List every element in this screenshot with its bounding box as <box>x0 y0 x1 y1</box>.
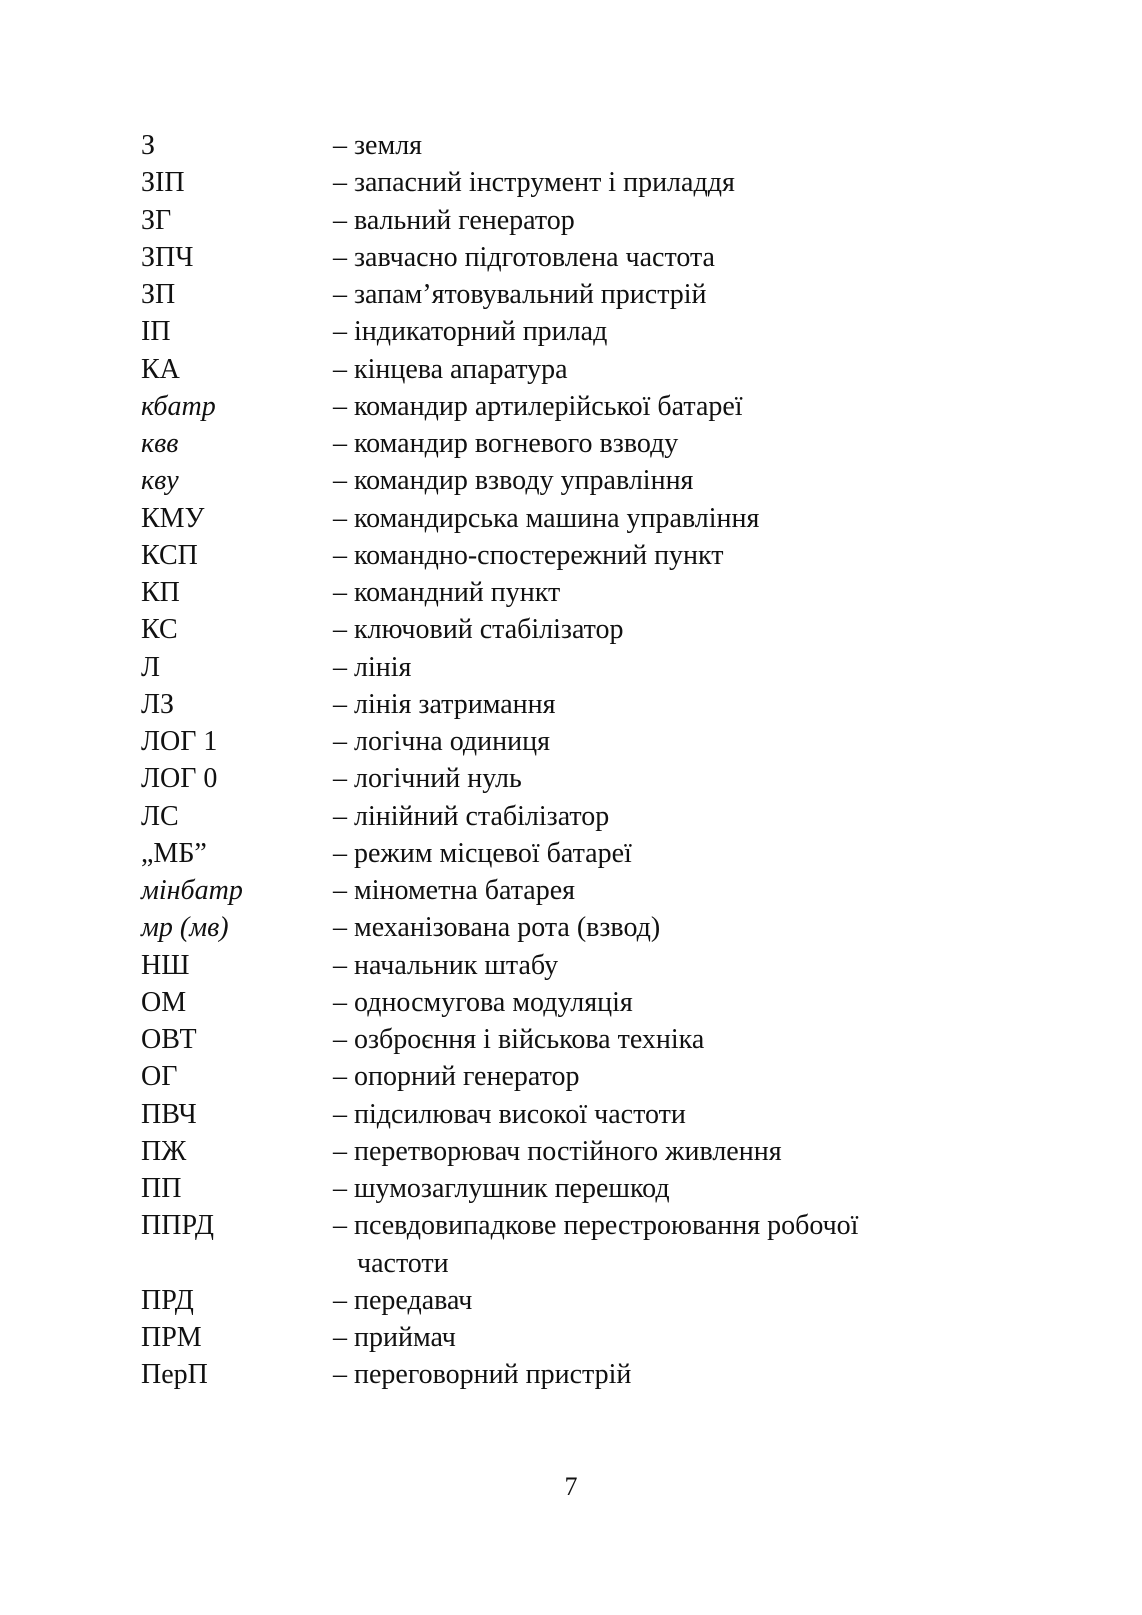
definition: – режим місцевої батареї <box>333 837 632 869</box>
abbreviation-entry <box>141 500 1021 537</box>
definition: – лінія затримання <box>333 688 556 720</box>
definition: – приймач <box>333 1322 456 1353</box>
definition: – кінцева апаратура <box>333 353 568 385</box>
abbreviation: квв <box>141 428 179 459</box>
abbreviation-entry <box>141 351 1021 388</box>
abbreviation-entry <box>141 909 1021 946</box>
abbreviation: ПерП <box>141 1359 208 1391</box>
abbreviation-entry <box>141 537 1021 574</box>
abbreviation: кву <box>141 465 179 497</box>
abbreviation: ІП <box>141 316 171 348</box>
definition: – підсилювач високої частоти <box>333 1098 686 1130</box>
definition: – лінійний стабілізатор <box>333 800 610 832</box>
page-number: 7 <box>564 1472 578 1501</box>
definition: – завчасно підготовлена частота <box>333 241 715 273</box>
abbreviation: ОГ <box>141 1061 178 1093</box>
definition: – псевдовипадкове перестроювання робочої <box>333 1210 859 1242</box>
abbreviation: ЛС <box>141 800 179 832</box>
abbreviation-entry <box>141 649 1021 686</box>
abbreviation-entry <box>141 1021 1021 1058</box>
definition-continuation: частоти <box>357 1247 449 1279</box>
abbreviation: КСП <box>141 539 198 571</box>
definition: – ключовий стабілізатор <box>333 614 624 646</box>
abbreviation-entry <box>141 1133 1021 1170</box>
abbreviation: ППРД <box>141 1210 215 1242</box>
definition: – командний пункт <box>333 577 561 608</box>
definition: – переговорний пристрій <box>333 1359 632 1391</box>
abbreviation: ЛОГ 0 <box>141 763 218 795</box>
definition: – шумозаглушник перешкод <box>333 1173 670 1204</box>
abbreviation-entry <box>141 276 1021 313</box>
abbreviation: ЛЗ <box>141 688 175 720</box>
abbreviation: ОВТ <box>141 1024 197 1055</box>
abbreviation-entry <box>141 1058 1021 1095</box>
abbreviation-entry <box>141 760 1021 797</box>
abbreviation-entry <box>141 574 1021 611</box>
abbreviation-entry <box>141 1096 1021 1133</box>
definition-continuation-row <box>141 1245 1021 1282</box>
definition: – лінія <box>333 651 412 683</box>
abbreviation: КА <box>141 353 180 385</box>
abbreviation-list <box>141 127 1021 1394</box>
abbreviation: „МБ” <box>141 837 207 869</box>
abbreviation: НШ <box>141 949 190 981</box>
abbreviation: ПВЧ <box>141 1098 197 1130</box>
abbreviation-entry <box>141 1356 1021 1393</box>
abbreviation-entry <box>141 798 1021 835</box>
abbreviation-entry <box>141 1282 1021 1319</box>
abbreviation: КС <box>141 614 178 646</box>
abbreviation-entry <box>141 872 1021 909</box>
definition: – мінометна батарея <box>333 875 576 906</box>
abbreviation-entry <box>141 611 1021 648</box>
abbreviation-entry <box>141 239 1021 276</box>
definition: – логічний нуль <box>333 763 522 795</box>
definition: – запам’ятовувальний пристрій <box>333 279 707 310</box>
abbreviation: ЗП <box>141 279 176 310</box>
abbreviation-entry <box>141 835 1021 872</box>
abbreviation: кбатр <box>141 390 216 422</box>
abbreviation: ПРД <box>141 1284 194 1316</box>
definition: – командир артилерійської батареї <box>333 390 743 422</box>
definition: – передавач <box>333 1284 473 1316</box>
abbreviation: Л <box>141 651 160 683</box>
abbreviation: ПРМ <box>141 1322 202 1353</box>
abbreviation-entry <box>141 947 1021 984</box>
abbreviation: мр (мв) <box>141 912 229 944</box>
abbreviation-entry <box>141 984 1021 1021</box>
abbreviation: ЛОГ 1 <box>141 726 218 757</box>
abbreviation: ОМ <box>141 986 187 1018</box>
definition: – опорний генератор <box>333 1061 580 1093</box>
definition: – односмугова модуляція <box>333 986 633 1018</box>
abbreviation: КМУ <box>141 502 205 534</box>
definition: – механізована рота (взвод) <box>333 912 661 944</box>
abbreviation-entry <box>141 202 1021 239</box>
definition: – командир взводу управління <box>333 465 694 497</box>
abbreviation: ЗГ <box>141 204 172 236</box>
abbreviation-entry <box>141 313 1021 350</box>
abbreviation-entry <box>141 164 1021 201</box>
definition: – командно-спостережний пункт <box>333 539 724 571</box>
abbreviation: мінбатр <box>141 875 243 906</box>
definition: – індикаторний прилад <box>333 316 608 348</box>
abbreviation: КП <box>141 577 180 608</box>
abbreviation-entry <box>141 1207 1021 1244</box>
abbreviation-entry <box>141 462 1021 499</box>
abbreviation: ПП <box>141 1173 182 1204</box>
abbreviation: З <box>141 130 156 161</box>
definition: – вальний генератор <box>333 204 575 236</box>
definition: – запасний інструмент і приладдя <box>333 167 735 199</box>
abbreviation: ПЖ <box>141 1135 187 1167</box>
abbreviation-entry <box>141 425 1021 462</box>
definition: – командирська машина управління <box>333 502 760 534</box>
definition: – начальник штабу <box>333 949 559 981</box>
definition: – логічна одиниця <box>333 726 550 757</box>
abbreviation: ЗІП <box>141 167 185 199</box>
definition: – командир вогневого взводу <box>333 428 679 459</box>
abbreviation-entry <box>141 388 1021 425</box>
abbreviation-entry <box>141 686 1021 723</box>
definition: – перетворювач постійного живлення <box>333 1135 782 1167</box>
abbreviation-entry <box>141 1170 1021 1207</box>
definition: – озброєння і військова техніка <box>333 1024 705 1055</box>
spacer <box>141 1245 333 1282</box>
abbreviation-entry <box>141 127 1021 164</box>
definition: – земля <box>333 130 423 161</box>
abbreviation-entry <box>141 1319 1021 1356</box>
abbreviation-entry <box>141 723 1021 760</box>
abbreviation: ЗПЧ <box>141 241 194 273</box>
